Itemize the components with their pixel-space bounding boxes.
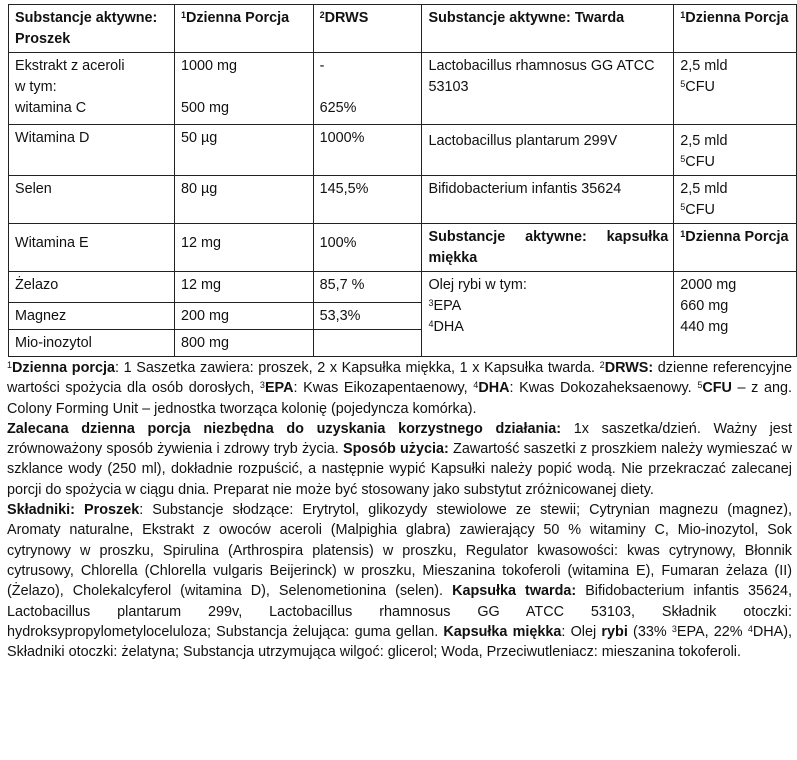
- plantarum-dose: 2,5 mld $^5$CFU: [674, 125, 797, 176]
- plantarum-name: Lactobacillus plantarum 299V: [422, 125, 674, 176]
- table-row: [9, 272, 797, 303]
- table-row: [9, 176, 797, 224]
- hard-capsule-header: Substancje aktywne: Twarda: [422, 5, 674, 53]
- magnesium-drws: 53,3%: [313, 303, 422, 330]
- fish-oil-name: Olej rybi w tym: $^3$EPA $^4$DHA: [422, 272, 674, 357]
- vitamin-d-dose: 50 µg: [174, 125, 313, 176]
- selen-drws: 145,5%: [313, 176, 422, 224]
- footnotes: $^1$Dzienna porcja: 1 Saszetka zawiera: proszek, 2 x Kapsułka miękka, 1 x Kapsułka twarda. $^2$DRWS: dzienne referencyjne wartości spożycia dla osób dorosłych, $^3$EPA: Kwas Eikozapentaenowy, $^4$DHA: Kwas Dokozaheksaenowy. $^5$CFU – z ang. Colony Forming Unit – jednostka tworząca kolonię (pojedyncza komórka).: [7, 360, 793, 417]
- acerola-drws: - 625%: [313, 53, 422, 125]
- rhamnosus-name: Lactobacillus rhamnosus GG ATCC 53103: [422, 53, 674, 125]
- drws-header: $^2$DRWS: [313, 5, 422, 53]
- vitamin-d-drws: 1000%: [313, 125, 422, 176]
- table-row: [9, 53, 797, 125]
- vitamin-e-drws: 100%: [313, 224, 422, 272]
- selen-name: Selen: [9, 176, 175, 224]
- table-row: [9, 125, 797, 176]
- iron-dose: 12 mg: [174, 272, 313, 303]
- ingredients-paragraph: Składniki: Proszek: Substancje słodzące: Erytrytol, glikozydy stewiolowe ze stewii; Cytrynian magnezu (magnez), Aromaty naturalne, Ekstrakt z owoców aceroli (Malpighia glabra) zawierający 50 % witaminy C, Mio-inozytol, Sok cytrynowy w proszku, Spirulina (Arthrospira platensis) w proszku, Regulator kwasowości: kwas cytrynowy, Błonnik cytrusowy, Chlorella (Chlorella vulgaris Beijerinck) w proszku, Mieszanina tokoferoli (witamina E), Fumaran żelaza (II) (Żelazo), Cholekalcyferol (witamina D), Selenometionina (selen). Kapsułka twarda: Bifidobacterium infantis 35624, Lactobacillus plantarum 299v, Lactobacillus rhamnosus GG ATCC 53103, Składnik otoczki: hydroksypropylometyloceluloza; Substancja żelująca: guma gellan. Kapsułka miękka: Olej rybi (33% $^3$EPA, 22% $^4$DHA), Składniki otoczki: żelatyna; Substancja utrzymująca wilgoć: glicerol; Woda, Przeciwutleniacz: mieszanina tokoferoli.: [7, 502, 793, 661]
- table-header-row: [9, 5, 797, 53]
- ingredients-table: [8, 4, 797, 357]
- iron-drws: 85,7 %: [313, 272, 422, 303]
- vitamin-e-name: Witamina E: [9, 224, 175, 272]
- iron-name: Żelazo: [9, 272, 175, 303]
- bifido-name: Bifidobacterium infantis 35624: [422, 176, 674, 224]
- powder-header: Substancje aktywne: Proszek: [9, 5, 175, 53]
- inositol-drws: [313, 330, 422, 357]
- magnesium-name: Magnez: [9, 303, 175, 330]
- vitamin-d-name: Witamina D: [9, 125, 175, 176]
- vitamin-e-dose: 12 mg: [174, 224, 313, 272]
- hard-portion-header: $^1$Dzienna Porcja: [674, 5, 797, 53]
- soft-capsule-header: Substancje aktywne: kapsułka miękka: [422, 224, 674, 272]
- powder-portion-header: $^1$Dzienna Porcja: [174, 5, 313, 53]
- selen-dose: 80 µg: [174, 176, 313, 224]
- acerola-dose: 1000 mg 500 mg: [174, 53, 313, 125]
- fish-oil-dose: 2000 mg 660 mg 440 mg: [674, 272, 797, 357]
- rhamnosus-dose: 2,5 mld $^5$CFU: [674, 53, 797, 125]
- soft-portion-header: $^1$Dzienna Porcja: [674, 224, 797, 272]
- magnesium-dose: 200 mg: [174, 303, 313, 330]
- acerola-name: Ekstrakt z aceroli w tym: witamina C: [9, 53, 175, 125]
- table-row: [9, 224, 797, 272]
- bifido-dose: 2,5 mld $^5$CFU: [674, 176, 797, 224]
- inositol-name: Mio-inozytol: [9, 330, 175, 357]
- dosage-paragraph: Zalecana dzienna porcja niezbędna do uzyskania korzystnego działania: 1x saszetka/dzień. Ważny jest zrównoważony sposób żywienia i zdrowy tryb życia. Sposób użycia: Zawartość saszetki z proszkiem należy wymieszać w szklance wody (250 ml), dokładnie rozpuścić, a następnie wypić Kapsułki należy popić wodą. Nie przekraczać zalecanej porcji do spożycia w ciągu dnia. Preparat nie może być stosowany jako substytut zróżnicowanej diety.: [7, 420, 792, 498]
- notes-section: [7, 358, 792, 662]
- inositol-dose: 800 mg: [174, 330, 313, 357]
